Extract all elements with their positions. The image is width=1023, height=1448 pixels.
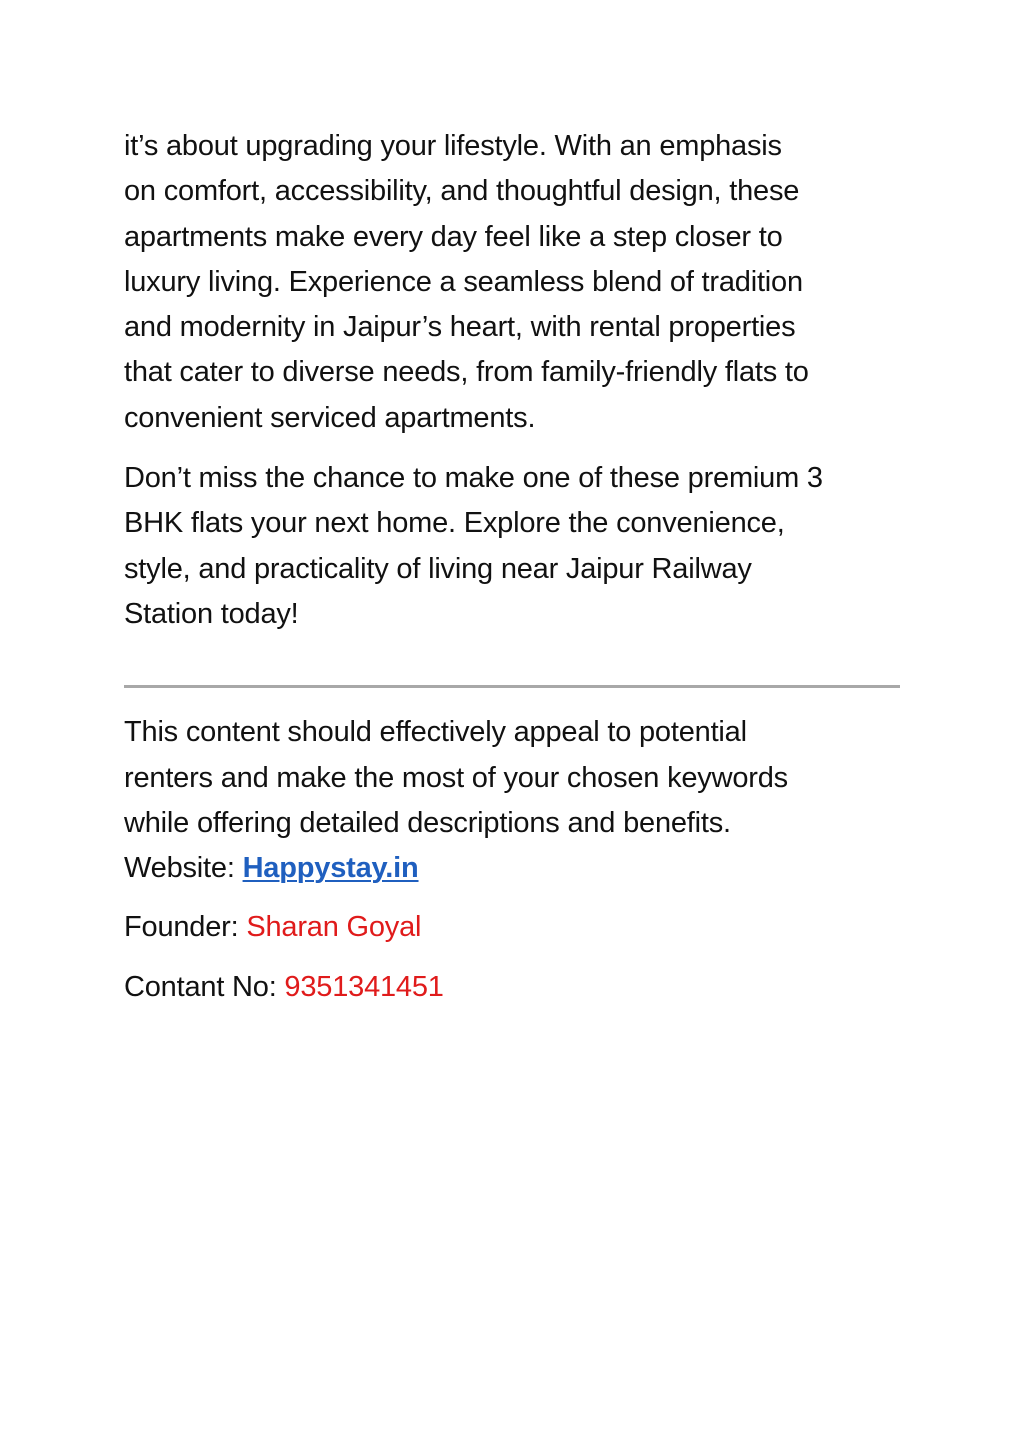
paragraph-line: Don’t miss the chance to make one of these premium 3 [124,462,823,495]
paragraph-line: renters and make the most of your chosen keywords [124,761,788,794]
paragraph-line: style, and practicality of living near Jaipur Railway [124,552,752,585]
contact-number-line [124,965,900,1010]
paragraph-line: and modernity in Jaipur’s heart, with rental properties [124,311,796,344]
paragraph-line: Station today! [124,597,299,630]
website-line [124,846,900,891]
website-label: Website: [124,852,243,885]
paragraph-line: convenient serviced apartments. [124,401,536,434]
contact-number: 9351341451 [284,970,444,1003]
founder-name: Sharan Goyal [246,911,422,944]
paragraph-line: This content should effectively appeal to potential [124,716,747,749]
paragraph-line: that cater to diverse needs, from family-friendly flats to [124,356,809,389]
paragraph-line: BHK flats your next home. Explore the convenience, [124,507,785,540]
paragraph-line: apartments make every day feel like a step closer to [124,220,783,253]
paragraph-summary [124,710,900,891]
founder-line [124,905,900,950]
website-link[interactable]: Happystay.in [242,852,419,885]
paragraph-lifestyle [124,124,900,441]
paragraph-line: luxury living. Experience a seamless blend of tradition [124,265,803,298]
document-page [124,124,900,1010]
horizontal-divider [124,685,900,688]
paragraph-line: while offering detailed descriptions and benefits. [124,806,731,839]
contact-label: Contant No: [124,970,285,1003]
paragraph-line: on comfort, accessibility, and thoughtful design, these [124,175,800,208]
paragraph-call-to-action [124,456,900,637]
founder-label: Founder: [124,911,247,944]
paragraph-line: it’s about upgrading your lifestyle. With an emphasis [124,130,782,162]
